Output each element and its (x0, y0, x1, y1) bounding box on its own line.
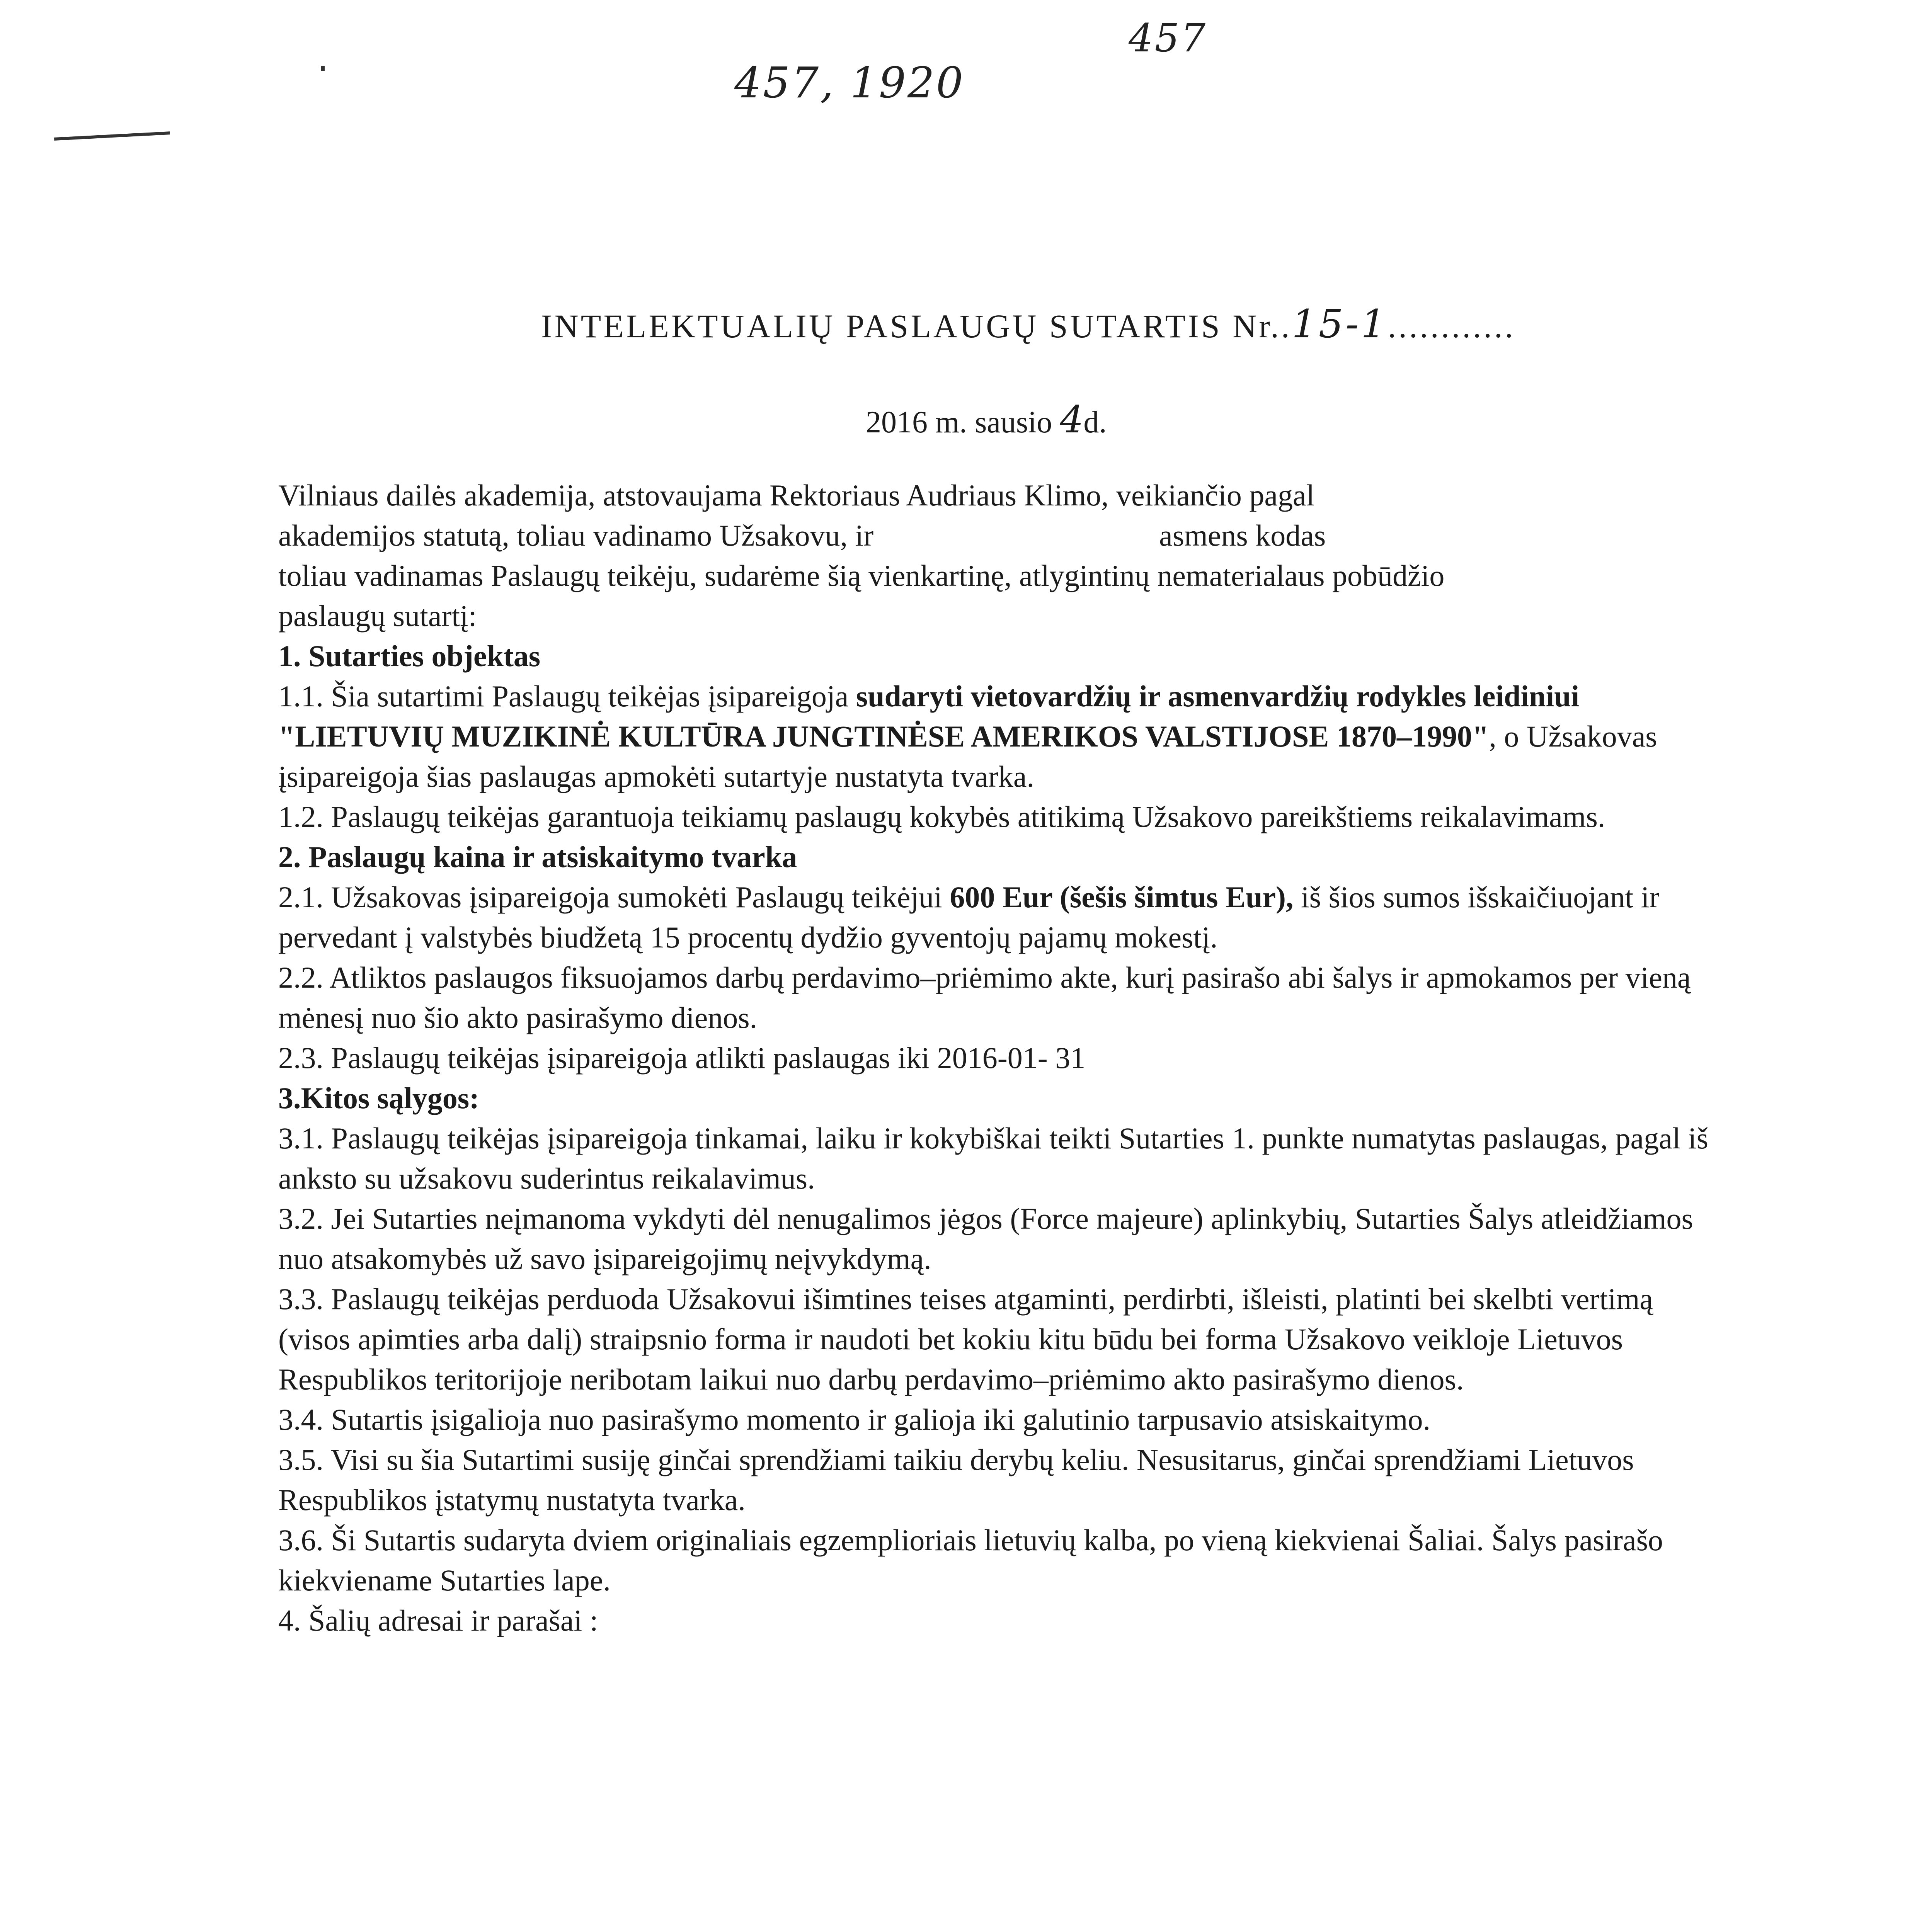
contract-body (278, 475, 1731, 1641)
section-3-heading: 3.Kitos sąlygos: (278, 1081, 480, 1115)
clause-2-1-a: 2.1. Užsakovas įsipareigoja sumokėti Paslaugų teikėjui (278, 880, 950, 914)
date-day: 4 (1060, 398, 1084, 441)
intro-line-2a: akademijos statutą, toliau vadinamo Užsakovu, ir (278, 519, 874, 552)
contract-number: 15-1 (1292, 301, 1388, 347)
clause-2-1-bold: 600 Eur (šešis šimtus Eur), (950, 880, 1294, 914)
clause-3-4: 3.4. Sutartis įsigalioja nuo pasirašymo momento ir galioja iki galutinio tarpusavio atsiskaitymo. (278, 1403, 1430, 1436)
section-4-heading: 4. Šalių adresai ir parašai : (278, 1604, 598, 1637)
scan-mark-dash (54, 131, 170, 141)
clause-2-1 (278, 877, 1731, 957)
section-2-heading: 2. Paslaugų kaina ir atsiskaitymo tvarka (278, 840, 797, 874)
title-text: INTELEKTUALIŲ PASLAUGŲ SUTARTIS Nr.. (541, 308, 1292, 345)
intro-line-4: paslaugų sutartį: (278, 599, 477, 633)
clause-3-1: 3.1. Paslaugų teikėjas įsipareigoja tinkamai, laiku ir kokybiškai teikti Sutarties 1. punkte numatytas paslaugas, pagal iš anksto su užsakovu suderintus reikalavimus. (278, 1121, 1708, 1195)
clause-2-1-b: iš šios sumos išskaičiuojant ir pervedant į valstybės biudžetą 15 procentų dydžio gyventojų pajamų mokestį. (278, 880, 1660, 954)
clause-1-1-b: , o Užsakovas įsipareigoja šias paslaugas apmokėti sutartyje nustatyta tvarka. (278, 719, 1657, 793)
intro-line-2b: asmens kodas (1159, 519, 1326, 552)
handwritten-reference-top-right: 457 (1129, 15, 1207, 61)
clause-1-1-a: 1.1. Šia sutartimi Paslaugų teikėjas įsipareigoja (278, 679, 856, 713)
clause-1-1 (278, 676, 1731, 797)
date-prefix: 2016 m. sausio (866, 405, 1060, 439)
handwritten-reference: 457, 1920 (734, 58, 965, 107)
clause-1-1-bold: sudaryti vietovardžių ir asmenvardžių rodykles leidiniui "LIETUVIŲ MUZIKINĖ KULTŪRA JUNGTINĖSE AMERIKOS VALSTIJOSE 1870–1990" (278, 679, 1580, 753)
clause-3-6: 3.6. Ši Sutartis sudaryta dviem originaliais egzemplioriais lietuvių kalba, po vieną kiekvienai Šaliai. Šalys pasirašo kiekviename Sutarties lape. (278, 1523, 1663, 1597)
clause-3-5: 3.5. Visi su šia Sutartimi susiję ginčai sprendžiami taikiu derybų keliu. Nesusitarus, ginčai sprendžiami Lietuvos Respublikos įstatymų nustatyta tvarka. (278, 1443, 1634, 1517)
contract-date (866, 398, 1107, 441)
clause-1-2: 1.2. Paslaugų teikėjas garantuoja teikiamų paslaugų kokybės atitikimą Užsakovo pareikštiems reikalavimams. (278, 800, 1605, 833)
contract-title (541, 301, 1546, 347)
intro-line-1: Vilniaus dailės akademija, atstovaujama Rektoriaus Audriaus Klimo, veikiančio pagal (278, 478, 1315, 512)
date-suffix: d. (1083, 405, 1107, 439)
clause-3-2: 3.2. Jei Sutarties neįmanoma vykdyti dėl nenugalimos jėgos (Force majeure) aplinkybių, Sutarties Šalys atleidžiamos nuo atsakomybės už savo įsipareigojimų neįvykdymą. (278, 1202, 1693, 1276)
clause-3-3: 3.3. Paslaugų teikėjas perduoda Užsakovui išimtines teises atgaminti, perdirbti, išleisti, platinti bei skelbti vertimą (visos apimties arba dalį) straipsnio forma ir naudoti bet kokiu kitu būdu bei forma Užsakovo veikloje Lietuvos Respublikos teritorijoje neribotam laikui nuo darbų perdavimo–priėmimo akto pasirašymo dienos. (278, 1282, 1653, 1396)
intro-line-2 (278, 515, 1731, 556)
section-1-heading: 1. Sutarties objektas (278, 639, 541, 673)
scan-mark-dot (321, 66, 325, 71)
clause-2-2: 2.2. Atliktos paslaugos fiksuojamos darbų perdavimo–priėmimo akte, kurį pasirašo abi šalys ir apmokamos per vieną mėnesį nuo šio akto pasirašymo dienos. (278, 961, 1691, 1034)
clause-2-3: 2.3. Paslaugų teikėjas įsipareigoja atlikti paslaugas iki 2016-01- 31 (278, 1041, 1086, 1075)
intro-line-3: toliau vadinamas Paslaugų teikėju, sudarėme šią vienkartinę, atlygintinų nematerialaus pobūdžio (278, 559, 1445, 592)
redacted-name (881, 545, 1152, 546)
title-dots: ............ (1388, 308, 1515, 345)
